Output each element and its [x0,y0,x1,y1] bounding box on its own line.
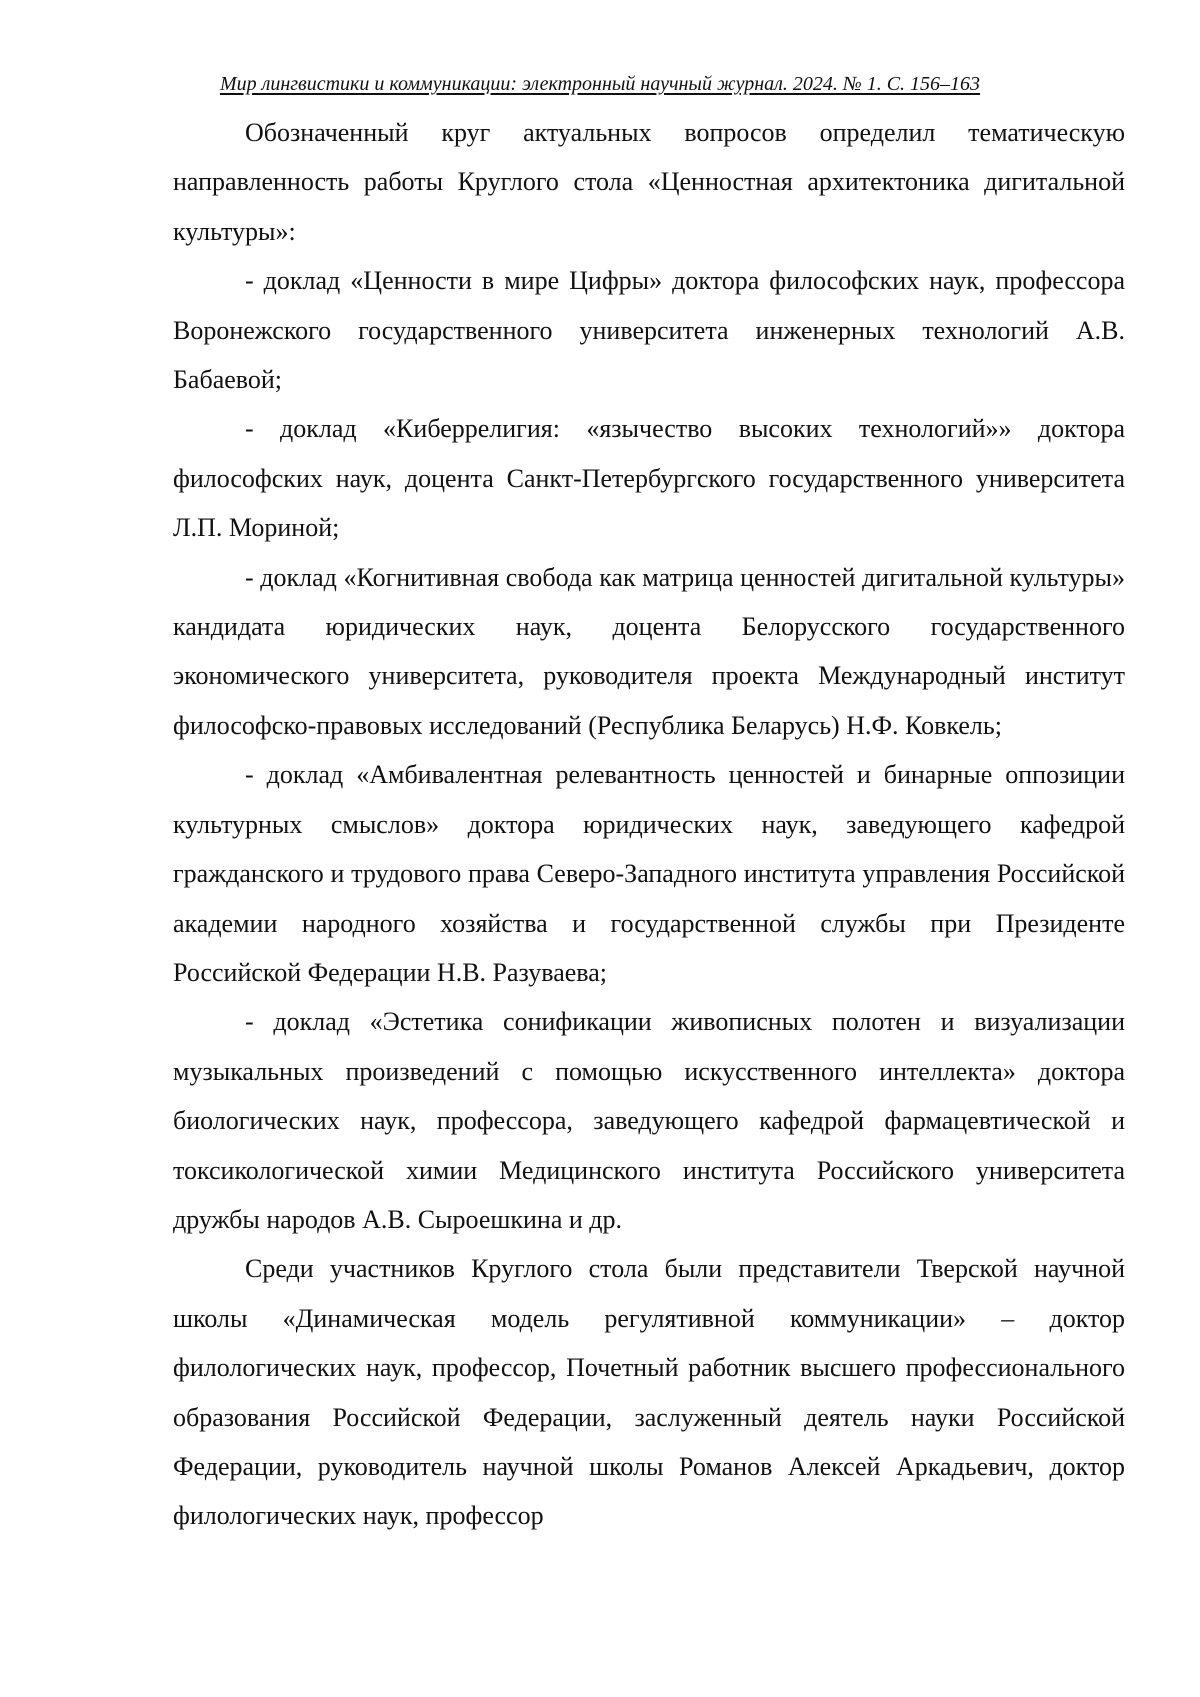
body-text [173,108,1125,1541]
paragraph-report-morina: - доклад «Киберрелигия: «язычество высоких технологий»» доктора философских наук, доцента Санкт-Петербургского государственного университета Л.П. Мориной; [173,414,1125,543]
paragraph-report-syroeshkin: - доклад «Эстетика сонификации живописных полотен и визуализации музыкальных произведений с помощью искусственного интеллекта» доктора биологических наук, профессора, заведующего кафедрой фармацевтической и токсикологической химии Медицинского института Российского университета дружбы народов А.В. Сыроешкина и др. [173,1007,1125,1234]
paragraph-intro: Обозначенный круг актуальных вопросов определил тематическую направленность работы Круглого стола «Ценностная архитектоника дигитальной культуры»: [173,118,1125,246]
paragraph-report-razuvaev: - доклад «Амбивалентная релевантность ценностей и бинарные оппозиции культурных смыслов» доктора юридических наук, заведующего кафедрой гражданского и трудового права Северо-Западного института управления Российской академии народного хозяйства и государственной службы при Президенте Российской Федерации Н.В. Разуваева; [173,760,1125,987]
paragraph-report-babaeva: - доклад «Ценности в мире Цифры» доктора философских наук, профессора Воронежского государственного университета инженерных технологий А.В. Бабаевой; [173,266,1125,395]
paragraph-participants: Среди участников Круглого стола были представители Тверской научной школы «Динамическая модель регулятивной коммуникации» – доктор филологических наук, профессор, Почетный работник высшего профессионального образования Российской Федерации, заслуженный деятель науки Российской Федерации, руководитель научной школы Романов Алексей Аркадьевич, доктор филологических наук, профессор [173,1254,1125,1531]
journal-running-header: Мир лингвистики и коммуникации: электронный научный журнал. 2024. № 1. С. 156–163 [219,73,981,95]
paragraph-report-kovkel: - доклад «Когнитивная свобода как матрица ценностей дигитальной культуры» кандидата юридических наук, доцента Белорусского государственного экономического университета, руководителя проекта Международный институт философско-правовых исследований (Республика Беларусь) Н.Ф. Ковкель; [173,562,1125,740]
